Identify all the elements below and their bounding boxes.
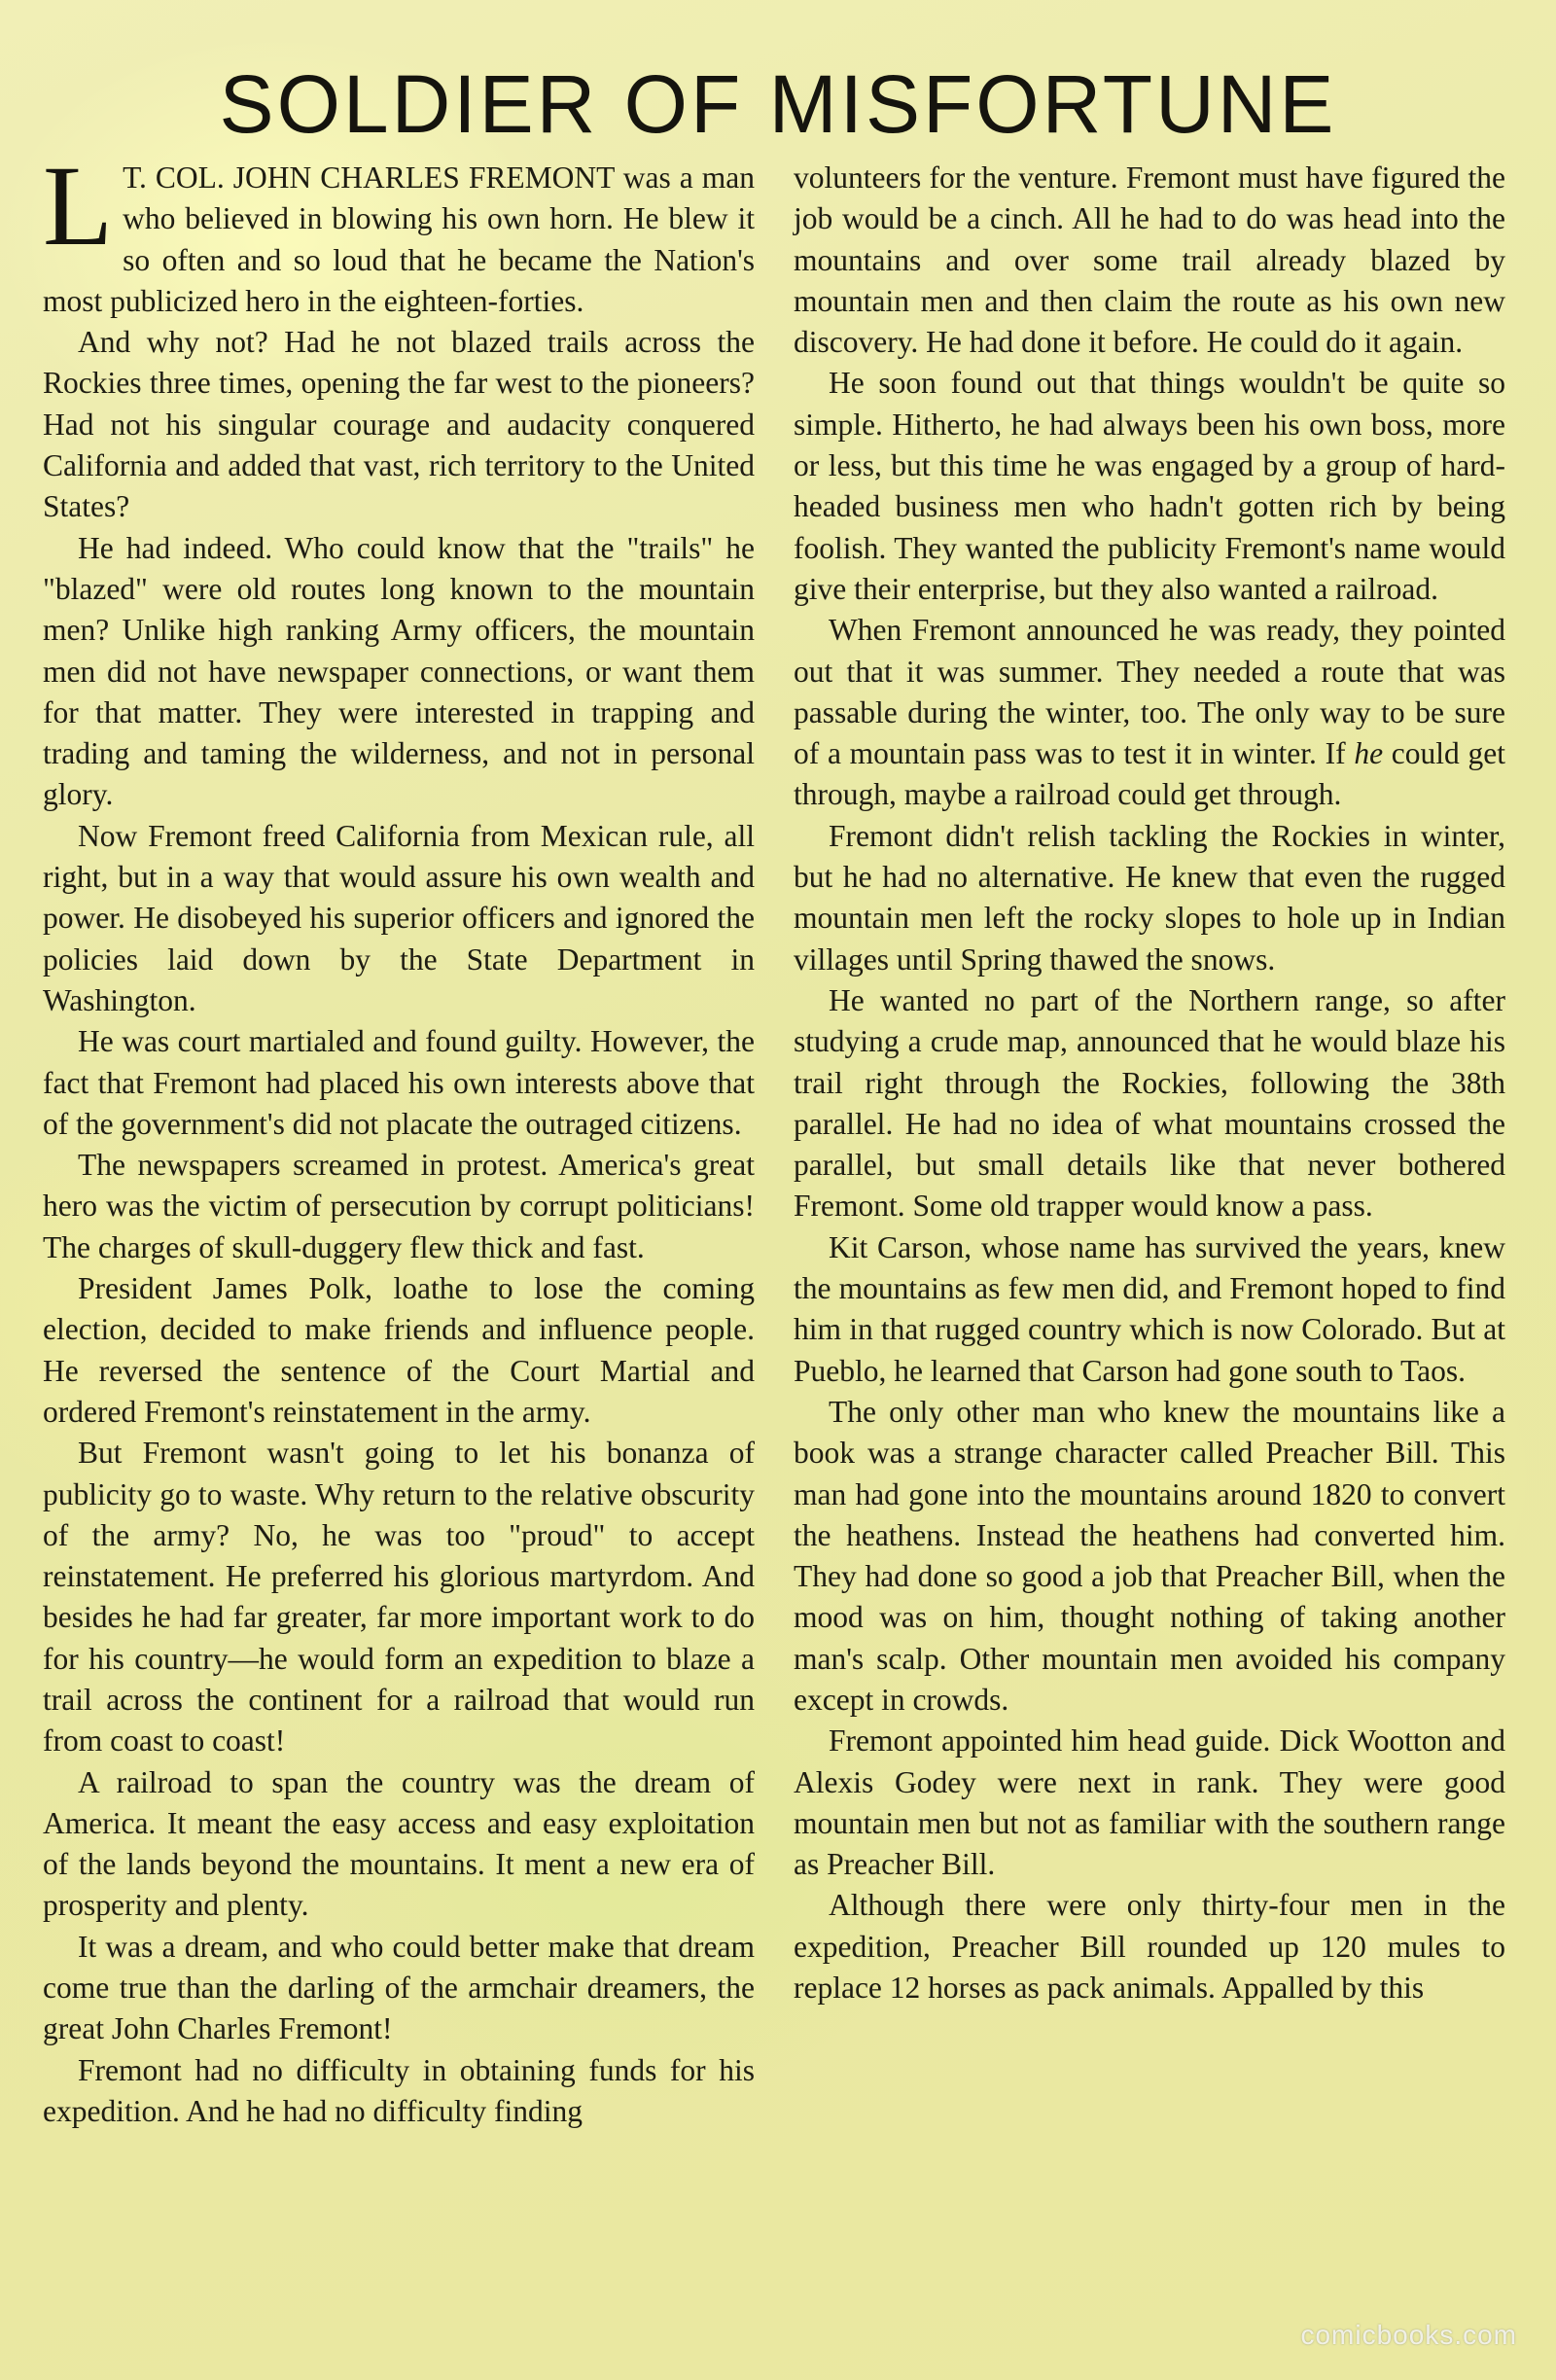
paragraph: He wanted no part of the Northern range, so after studying a crude map, announced that he would blaze his trail right through the Rockies, following the 38th parallel. He had no idea of what mountains crossed the parallel, but small details like that never bothered Fremont. Some old trapper would know a pass. (794, 982, 1505, 1224)
italic-word: he (1354, 736, 1384, 771)
paragraph: Now Fremont freed California from Mexican rule, all right, but in a way that would assure his own wealth and power. He disobeyed his superior officers and ignored the policies laid down by the State Department in Washington. (43, 818, 755, 1017)
paragraph: President James Polk, loathe to lose the coming election, decided to make friends and influence people. He reversed the sentence of the Court Martial and ordered Fremont's reinstatement in the army. (43, 1271, 755, 1429)
paragraph: Although there were only thirty-four men in the expedition, Preacher Bill rounded up 120 mules to replace 12 horses as pack animals. Appalled by this (794, 1888, 1505, 2006)
left-column (43, 142, 755, 2132)
continued-paragraph: volunteers for the venture. Fremont must have figured the job would be a cinch. All he had to do was head into the mountains and over some trail already blazed by mountain men and then claim the route as his own new discovery. He had done it before. He could do it again. (794, 160, 1505, 360)
paragraph-with-italic (794, 610, 1505, 815)
paragraph: Kit Carson, whose name has survived the years, knew the mountains as few men did, and Fremont hoped to find him in that rugged country which is now Colorado. But at Pueblo, he learned that Carson had gone south to Taos. (794, 1229, 1505, 1388)
article-title: SOLDIER OF MISFORTUNE (219, 58, 1337, 150)
paragraph: And why not? Had he not blazed trails across the Rockies three times, opening the far west to the pioneers? Had not his singular courage and audacity conquered California and added that vast, rich territory to the United States? (43, 325, 755, 524)
drop-cap: L (43, 142, 114, 269)
paragraph: He had indeed. Who could know that the "trails" he "blazed" were old routes long known to the mountain men? Unlike high ranking Army officers, the mountain men did not have newspaper connections, or want them for that matter. They were interested in trapping and trading and taming the wilderness, and not in personal glory. (43, 530, 755, 812)
watermark: comicbooks.com (1300, 2320, 1517, 2350)
italic-sentence-after: could get through, maybe a railroad could get through. (794, 736, 1506, 812)
paragraph: But Fremont wasn't going to let his bonanza of publicity go to waste. Why return to the relative obscurity of the army? No, he was too "proud" to accept reinstatement. He preferred his glorious martyrdom. And besides he had far greater, far more important work to do for his country—he would form an expedition to blaze a trail across the continent for a railroad that would run from coast to coast! (43, 1436, 755, 1758)
right-column (794, 158, 1505, 2008)
lead-text: T. COL. JOHN CHARLES FREMONT was a man who believed in blowing his own horn. He blew it so often and so loud that he became the Nation's most publicized hero in the eighteen-forties. (43, 160, 755, 318)
paragraph: He soon found out that things wouldn't be quite so simple. Hitherto, he had always been his own boss, more or less, but this time he was engaged by a group of hard-headed business men who hadn't gotten rich by being foolish. They wanted the publicity Fremont's name would give their enterprise, but they also wanted a railroad. (794, 366, 1505, 606)
lead-paragraph (43, 142, 755, 322)
paragraph: The only other man who knew the mountains like a book was a strange character called Preacher Bill. This man had gone into the mountains around 1820 to convert the heathens. Instead the heathens had converted him. They had done so good a job that Preacher Bill, when the mood was on him, thought nothing of taking another man's scalp. Other mountain men avoided his company except in crowds. (794, 1394, 1505, 1717)
paragraph: Fremont didn't relish tackling the Rockies in winter, but he had no alternative. He knew that even the rugged mountain men left the rocky slopes to hole up in Indian villages until Spring thawed the snows. (794, 818, 1505, 977)
paragraph: He was court martialed and found guilty. However, the fact that Fremont had placed his own interests above that of the government's did not placate the outraged citizens. (43, 1024, 755, 1141)
paragraph: The newspapers screamed in protest. America's great hero was the victim of persecution by corrupt politicians! The charges of skull-duggery flew thick and fast. (43, 1148, 755, 1264)
paragraph: A railroad to span the country was the dream of America. It meant the easy access and easy exploitation of the lands beyond the mountains. It ment a new era of prosperity and plenty. (43, 1764, 755, 1923)
paragraph: Fremont had no difficulty in obtaining funds for his expedition. And he had no difficulty finding (43, 2052, 755, 2128)
paragraph: Fremont appointed him head guide. Dick Wootton and Alexis Godey were next in rank. They were good mountain men but not as familiar with the southern range as Preacher Bill. (794, 1723, 1505, 1882)
paragraph: It was a dream, and who could better make that dream come true than the darling of the armchair dreamers, the great John Charles Fremont! (43, 1929, 755, 2046)
paragraph-text: When Fremont announced he was ready, they pointed out that it was summer. They needed a route that was passable during the winter, too. The only way to be sure of a mountain pass was to test it in winter. (794, 613, 1505, 771)
italic-sentence-before: If (1325, 736, 1355, 771)
